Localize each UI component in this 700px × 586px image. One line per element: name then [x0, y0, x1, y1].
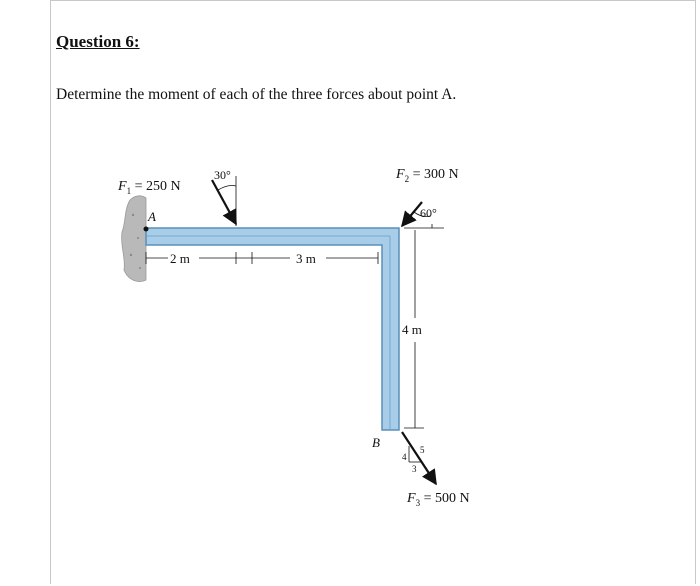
force-f2-label: $F_2 = 300$ N	[396, 167, 459, 184]
dimension-2m: 2 m	[170, 251, 190, 266]
force-f2-arrow	[402, 202, 422, 226]
wall-support	[122, 196, 146, 282]
f2-angle-label: 60°	[420, 206, 437, 220]
point-a-label: A	[148, 209, 156, 224]
question-title: Question 6:	[56, 32, 140, 51]
question-text: Determine the moment of each of the three forces about point A.	[56, 86, 457, 103]
dimension-3m: 3 m	[296, 251, 316, 266]
f1-angle-label: 30°	[214, 168, 231, 182]
point-a-marker	[144, 227, 149, 232]
dimension-4m: 4 m	[402, 322, 422, 337]
point-b-label: B	[372, 435, 380, 450]
f1-angle-arc	[218, 186, 236, 191]
slope-5-label: 5	[420, 445, 425, 455]
force-f3-label: $F_3 = 500$ N	[407, 491, 470, 508]
force-f1-arrow	[212, 180, 236, 224]
slope-3-label: 3	[412, 464, 417, 474]
force-f3-arrow	[402, 432, 436, 484]
force-f1-label: $F_1 = 250$ N	[118, 179, 181, 196]
slope-4-label: 4	[402, 452, 407, 462]
